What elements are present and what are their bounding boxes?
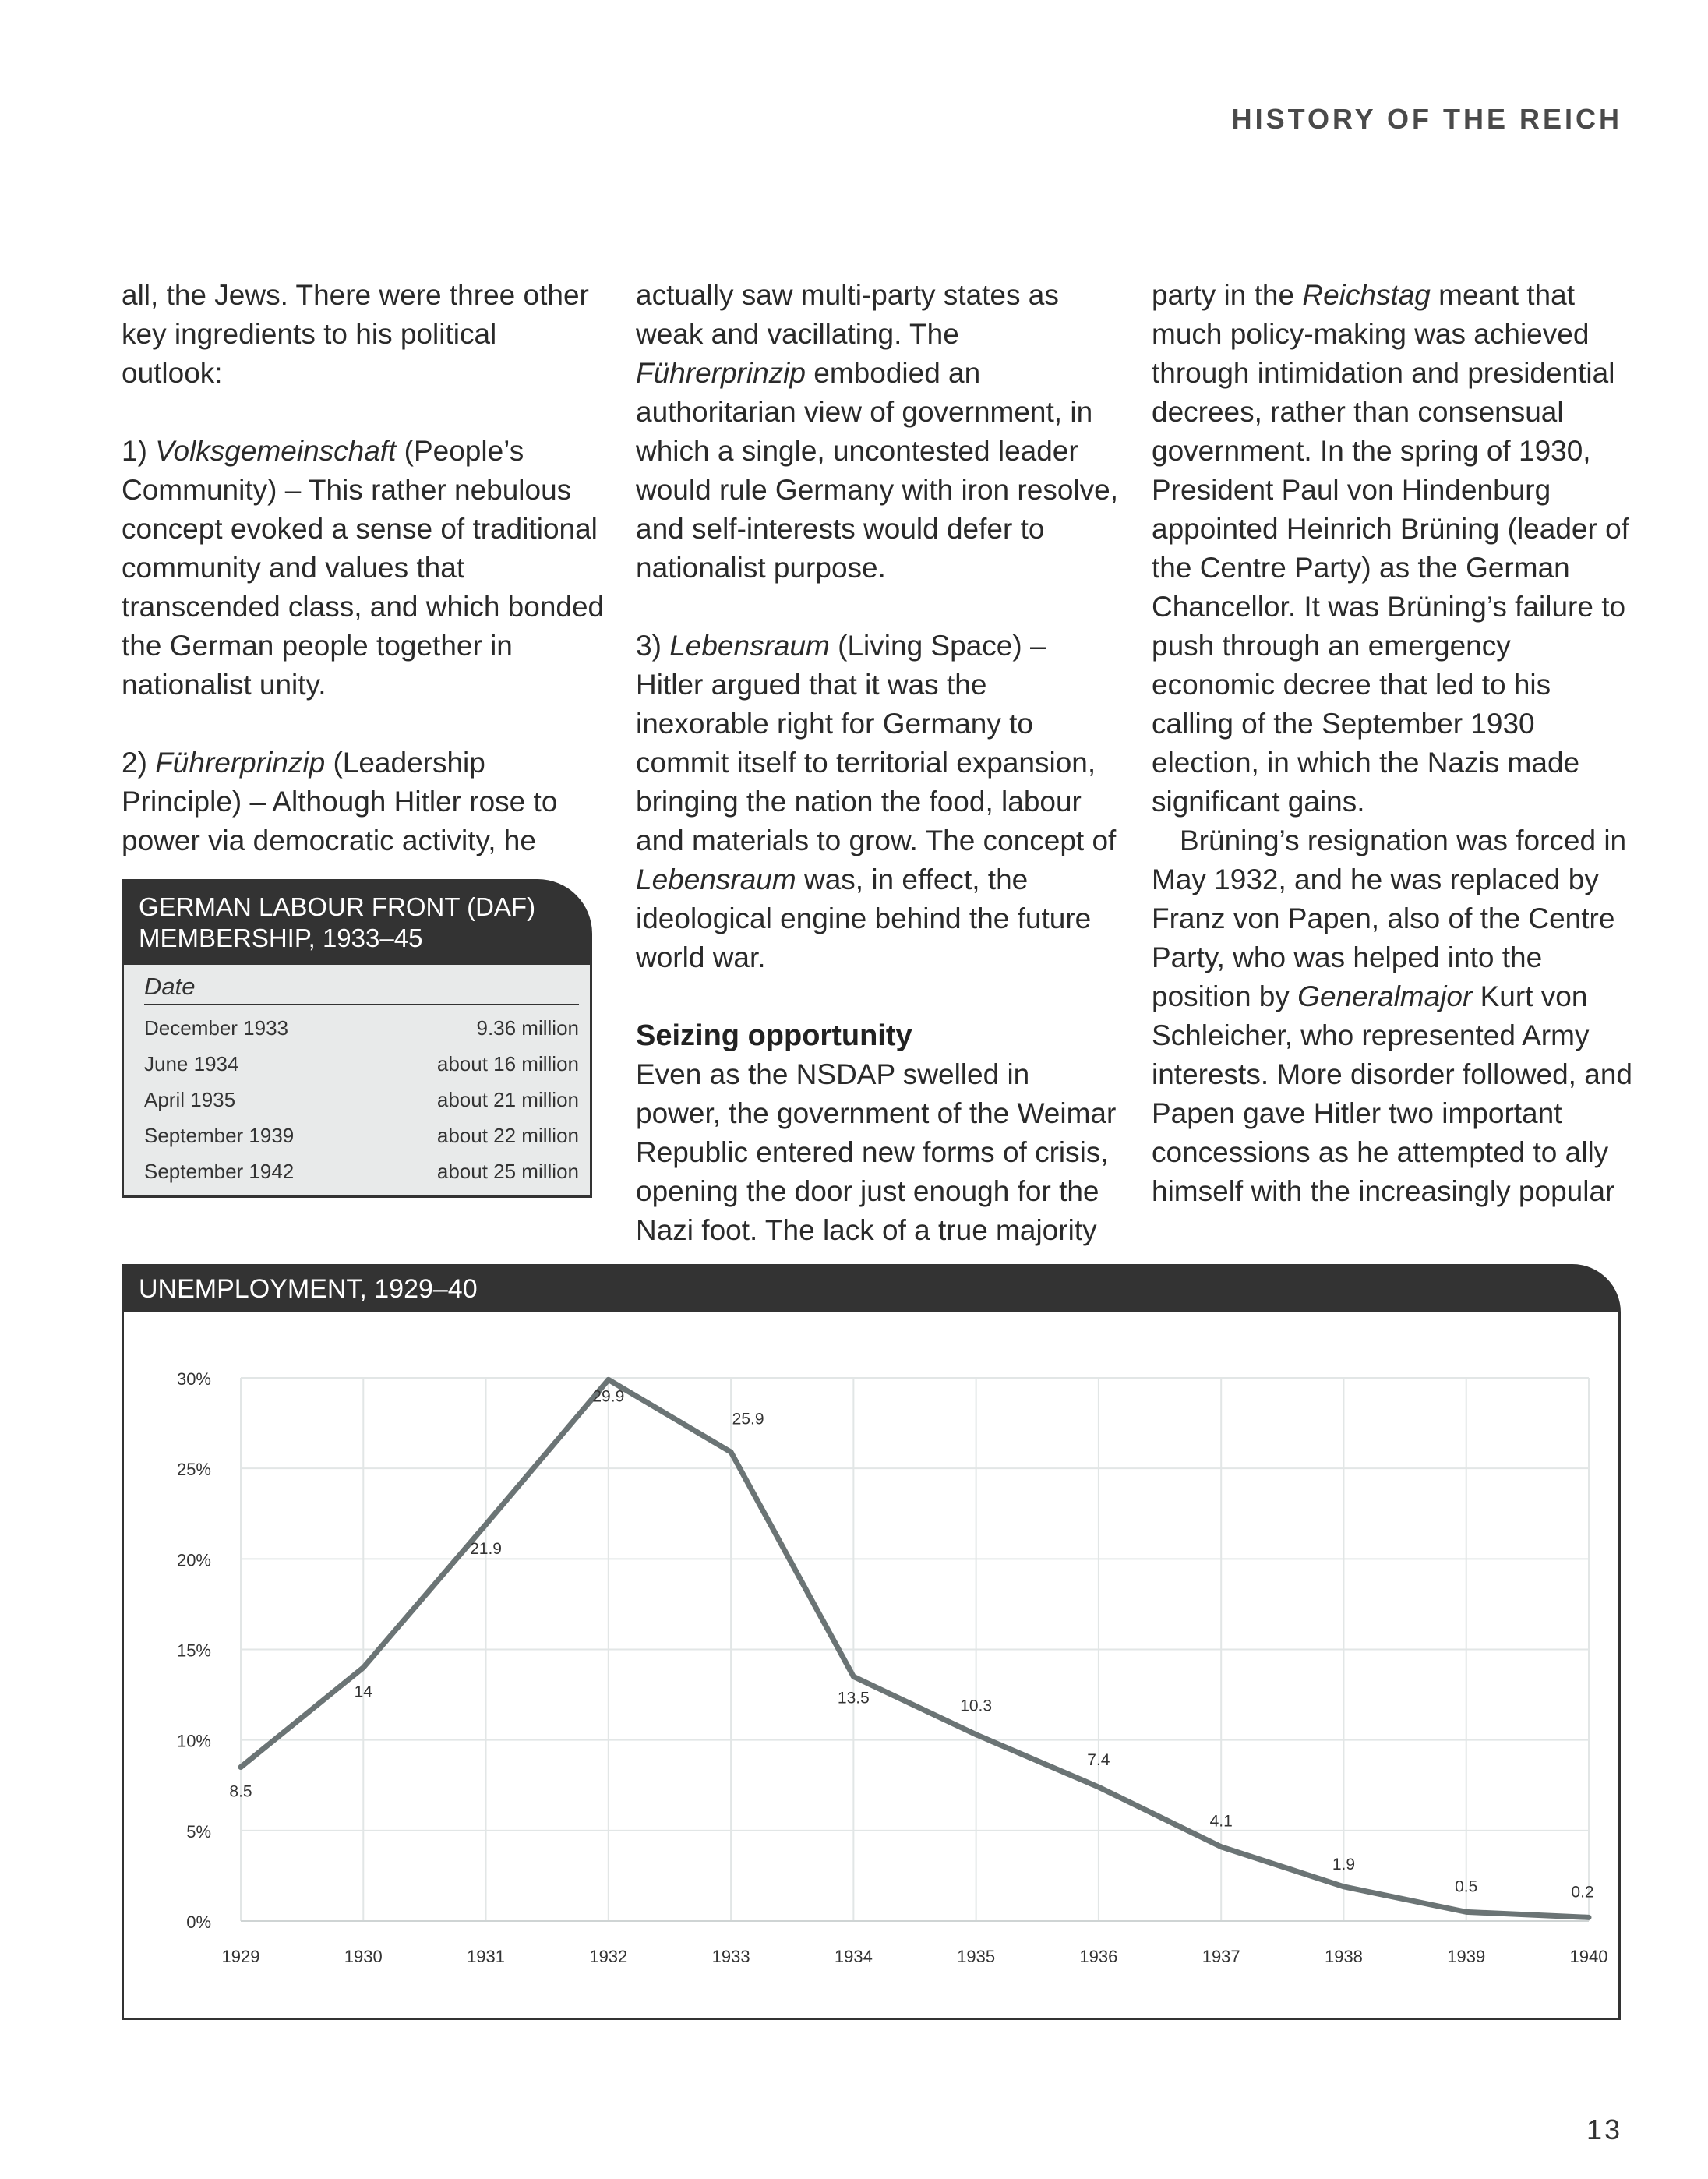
data-point xyxy=(1219,1845,1223,1849)
paragraph: Even as the NSDAP swelled in power, the government of the Weimar Republic entered new forms of crisis, opening the door just enough for the Nazi foot. The lack of a true majority xyxy=(636,1058,1117,1246)
x-tick-label: 1940 xyxy=(1569,1947,1608,1966)
table-cell-date: April 1935 xyxy=(144,1088,236,1111)
x-tick-label: 1939 xyxy=(1447,1947,1486,1966)
unemployment-chart xyxy=(122,1312,1621,2020)
series-line xyxy=(241,1379,1589,1917)
paragraph-text: (People’s Community) – This rather nebulous concept evoked a sense of traditional community and values that transcended class, and which bonded the German people together in nationalist unity. xyxy=(122,435,605,701)
data-point xyxy=(1464,1909,1469,1914)
paragraph-text: (Leadership Principle) – Although Hitler rose to power via democratic activity, he xyxy=(122,747,558,856)
table-row xyxy=(144,1010,579,1046)
term: Generalmajor xyxy=(1297,980,1473,1012)
y-tick-label: 10% xyxy=(176,1731,211,1751)
paragraph xyxy=(122,432,605,705)
x-tick-label: 1938 xyxy=(1324,1947,1363,1966)
paragraph-text: meant that much policy-making was achieved through intimidation and presidential decrees, rather than consensual government. In the spring of 1930, President Paul von Hindenburg appointed Heinrich Brüning (leader of the Centre Party) as the German Chancellor. It was Brüning’s failure to push through an emergency economic decree that led to his calling of the September 1930 election, in which the Nazis made significant gains. xyxy=(1152,279,1629,818)
paragraph-text: was, in effect, the ideological engine behind the future world war. xyxy=(636,863,1092,973)
table-row xyxy=(144,1118,579,1153)
paragraph xyxy=(636,276,1119,588)
table-cell-date: June 1934 xyxy=(144,1052,239,1075)
table-row xyxy=(144,1082,579,1118)
chart-header xyxy=(122,1264,1621,1312)
y-tick-label: 0% xyxy=(186,1912,211,1932)
y-tick-label: 20% xyxy=(176,1550,211,1570)
data-label: 29.9 xyxy=(592,1387,625,1406)
x-tick-label: 1929 xyxy=(221,1947,260,1966)
data-label: 4.1 xyxy=(1209,1812,1233,1831)
daf-title-line-2: MEMBERSHIP, 1933–45 xyxy=(139,924,423,952)
data-label: 14 xyxy=(354,1683,372,1701)
term: Lebensraum xyxy=(669,630,830,662)
data-point xyxy=(606,1377,611,1382)
daf-membership-table xyxy=(122,879,592,1198)
paragraph-text: party in the xyxy=(1152,279,1303,311)
term: Lebensraum xyxy=(636,863,796,895)
data-point xyxy=(484,1522,489,1527)
paragraph: all, the Jews. There were three other key ingredients to his political outlook: xyxy=(122,279,589,389)
y-tick-label: 15% xyxy=(176,1640,211,1661)
paragraph xyxy=(1152,276,1635,821)
data-point xyxy=(238,1765,243,1770)
page-number: 13 xyxy=(1586,2114,1622,2145)
term: Volksgemeinschaft xyxy=(155,435,397,467)
paragraph xyxy=(122,743,605,860)
data-label: 0.2 xyxy=(1571,1883,1594,1902)
table-cell-value: about 25 million xyxy=(436,1160,579,1183)
list-number: 2) xyxy=(122,747,156,779)
x-tick-label: 1930 xyxy=(344,1947,383,1966)
daf-table-title xyxy=(122,879,592,965)
paragraph-text: Kurt von Schleicher, who represented Army interests. More disorder followed, and Papen gave Hitler two important concessions as he attempted to ally himself with the increasingly popular xyxy=(1152,980,1632,1207)
y-tick-label: 25% xyxy=(176,1460,211,1480)
paragraph-text: embodied an authoritarian view of government, in which a single, uncontested leader would rule Germany with iron resolve, and self-interests would defer to nationalist purpose. xyxy=(636,357,1118,584)
y-tick-label: 5% xyxy=(186,1821,211,1842)
x-tick-label: 1935 xyxy=(957,1947,996,1966)
table-row xyxy=(144,1046,579,1082)
data-point xyxy=(361,1665,365,1670)
data-label: 25.9 xyxy=(732,1410,764,1429)
table-cell-value: about 21 million xyxy=(436,1088,579,1111)
table-cell-value: 9.36 million xyxy=(476,1016,579,1040)
table-cell-date: December 1933 xyxy=(144,1016,288,1040)
data-label: 10.3 xyxy=(960,1697,993,1715)
table-cell-date: September 1939 xyxy=(144,1124,295,1147)
term: Führerprinzip xyxy=(155,747,326,779)
data-label: 7.4 xyxy=(1087,1751,1110,1770)
list-number: 3) xyxy=(636,630,670,662)
section-subhead: Seizing opportunity xyxy=(636,1019,912,1052)
paragraph xyxy=(636,627,1119,977)
table-cell-value: about 16 million xyxy=(436,1052,579,1075)
table-row xyxy=(144,1153,579,1189)
table-cell-date: September 1942 xyxy=(144,1160,295,1183)
paragraph-text: (Living Space) – Hitler argued that it was the inexorable right for Germany to commit itself to territorial expansion, bringing the nation the food, labour and materials to grow. The concept of xyxy=(636,630,1117,856)
y-tick-label: 30% xyxy=(176,1369,211,1389)
data-point xyxy=(1096,1785,1101,1789)
data-point xyxy=(1586,1915,1591,1919)
daf-table-body xyxy=(122,965,592,1198)
paragraph xyxy=(1152,821,1635,1211)
x-tick-label: 1932 xyxy=(589,1947,628,1966)
data-label: 8.5 xyxy=(229,1782,252,1801)
list-number: 1) xyxy=(122,435,156,467)
text-column-1 xyxy=(122,276,605,860)
x-tick-label: 1937 xyxy=(1202,1947,1240,1966)
term: Führerprinzip xyxy=(636,357,806,389)
data-point xyxy=(974,1732,979,1737)
data-label: 21.9 xyxy=(470,1540,502,1559)
paragraph-text: actually saw multi-party states as weak and vacillating. The xyxy=(636,279,1059,350)
data-point xyxy=(851,1674,856,1679)
text-column-2 xyxy=(636,276,1119,1250)
data-point xyxy=(729,1450,733,1454)
daf-title-line-1: GERMAN LABOUR FRONT (DAF) xyxy=(139,892,536,921)
x-tick-label: 1934 xyxy=(834,1947,873,1966)
paragraph-text: Brüning’s resignation was forced in May 1932, and he was replaced by Franz von Papen, also of the Centre Party, who was helped into the position by xyxy=(1152,825,1627,1012)
daf-column-header: Date xyxy=(144,973,579,1005)
running-head: HISTORY OF THE REICH xyxy=(1231,103,1622,135)
x-tick-label: 1931 xyxy=(467,1947,506,1966)
data-label: 1.9 xyxy=(1332,1855,1356,1874)
data-label: 0.5 xyxy=(1455,1877,1478,1896)
text-column-3 xyxy=(1152,276,1635,1211)
x-tick-label: 1933 xyxy=(711,1947,750,1966)
chart-title: UNEMPLOYMENT, 1929–40 xyxy=(139,1274,478,1304)
data-point xyxy=(1341,1884,1346,1889)
table-cell-value: about 22 million xyxy=(436,1124,579,1147)
term: Reichstag xyxy=(1302,279,1431,311)
x-tick-label: 1936 xyxy=(1079,1947,1118,1966)
data-label: 13.5 xyxy=(837,1689,870,1708)
chart-plot xyxy=(124,1312,1623,2020)
